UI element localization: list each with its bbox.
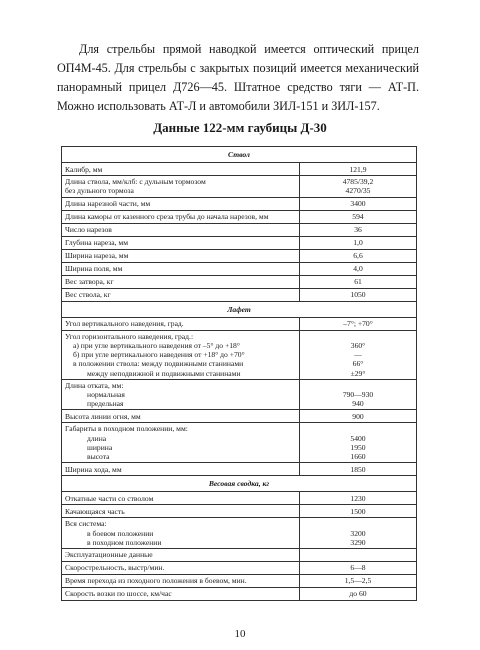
system-va: 3200 [350, 528, 366, 538]
row-value: 1500 [300, 505, 417, 518]
row-value: 1,5—2,5 [300, 575, 417, 588]
table-row [62, 423, 417, 463]
section-carriage: Лафет [62, 301, 417, 317]
row-label [62, 423, 300, 463]
dims-va: 5400 [350, 433, 366, 443]
row-value: 1,0 [300, 236, 417, 249]
table-row [62, 575, 417, 588]
system-a: в боевом положении [87, 528, 154, 538]
traverse-c: в положении ствола: между подвижными станинами [73, 359, 244, 369]
table-row [62, 223, 417, 236]
row-value: до 60 [300, 588, 417, 601]
section-barrel: Ствол [62, 147, 417, 163]
table-row [62, 197, 417, 210]
system-vb: 3290 [350, 537, 366, 547]
row-label: Качающаяся часть [62, 505, 300, 518]
traverse-d: между неподвижной и подвижными станинами [87, 368, 241, 378]
row-value: 6—8 [300, 562, 417, 575]
row-label: Калибр, мм [62, 163, 300, 176]
row-label: Длина каморы от казенного среза трубы до начала нарезов, мм [62, 210, 300, 223]
row-value [300, 423, 417, 463]
table-row [62, 379, 417, 410]
barrel-len-value-1: 4785/39,2 [342, 177, 374, 187]
system-label: Вся система: [65, 519, 107, 529]
dims-vc: 1660 [350, 452, 366, 462]
page-number: 10 [234, 628, 246, 640]
row-label [62, 379, 300, 410]
intro-text: Для стрельбы прямой наводкой имеется оптический прицел ОП4М-45. Для стрельбы с закрытых позиций имеется механический панорамный прицел Д726—45. Штатное средство тяги — АТ-П. Можно использовать АТ-Л и автомобили ЗИЛ-151 и ЗИЛ-157. [57, 42, 419, 113]
row-label: Ширина хода, мм [62, 463, 300, 476]
row-label: Вес ствола, кг [62, 288, 300, 301]
row-value: 61 [300, 275, 417, 288]
table-title: Данные 122-мм гаубицы Д-30 [153, 120, 327, 135]
dims-b: ширина [87, 442, 113, 452]
row-label: Время перехода из походного положения в боевом, мин. [62, 575, 300, 588]
row-value: 1850 [300, 463, 417, 476]
system-b: в походном положении [87, 537, 162, 547]
dims-c: высота [87, 452, 110, 462]
row-value: 36 [300, 223, 417, 236]
row-label: Угол вертикального наведения, град. [62, 317, 300, 330]
table-row [62, 518, 417, 549]
row-label: Ширина поля, мм [62, 262, 300, 275]
row-value [300, 176, 417, 197]
row-value [300, 549, 417, 562]
table-row [62, 562, 417, 575]
intro-paragraph [57, 40, 419, 116]
row-value: –7°; +70° [300, 317, 417, 330]
row-value: 121,9 [300, 163, 417, 176]
table-row [62, 262, 417, 275]
traverse-vc: 66° [352, 359, 364, 369]
table-row [62, 236, 417, 249]
row-value: 4,0 [300, 262, 417, 275]
traverse-a: а) при угле вертикального наведения от –5° до +18° [73, 341, 240, 351]
recoil-va: 790—930 [342, 390, 374, 400]
row-label [62, 176, 300, 197]
row-label: Эксплуатационные данные [62, 549, 300, 562]
recoil-label: Длина отката, мм: [65, 380, 124, 390]
table-row [62, 275, 417, 288]
row-label: Скорость возки по шоссе, км/час [62, 588, 300, 601]
row-value: 6,6 [300, 249, 417, 262]
table-row [62, 163, 417, 176]
row-value [300, 379, 417, 410]
row-value [300, 518, 417, 549]
row-label: Ширина нареза, мм [62, 249, 300, 262]
row-label [62, 330, 300, 379]
table-row [62, 317, 417, 330]
table-row [62, 249, 417, 262]
table-row [62, 549, 417, 562]
row-label [62, 518, 300, 549]
table-row [62, 410, 417, 423]
dims-vb: 1950 [350, 442, 366, 452]
barrel-len-label-2: без дульного тормоза [65, 186, 134, 196]
recoil-vb: 940 [352, 399, 364, 409]
barrel-len-value-2: 4270/35 [345, 186, 371, 196]
row-value: 1050 [300, 288, 417, 301]
table-row [62, 492, 417, 505]
recoil-b: предельная [87, 399, 124, 409]
table-row [62, 176, 417, 197]
row-label: Длина нарезной части, мм [62, 197, 300, 210]
traverse-vd: ±29° [350, 368, 366, 378]
row-label: Высота линии огня, мм [62, 410, 300, 423]
row-value: 3400 [300, 197, 417, 210]
row-label: Вес затвора, кг [62, 275, 300, 288]
traverse-label: Угол горизонтального наведения, град.: [65, 331, 194, 341]
recoil-a: нормальная [87, 390, 125, 400]
row-value: 594 [300, 210, 417, 223]
table-row [62, 210, 417, 223]
table-row [62, 288, 417, 301]
traverse-b: б) при угле вертикального наведения от +18° до +70° [73, 350, 245, 360]
specs-table [61, 146, 417, 601]
dims-label: Габариты в походном положении, мм: [65, 424, 188, 434]
row-value: 1230 [300, 492, 417, 505]
barrel-len-label-1: Длина ствола, мм/клб: с дульным тормозом [65, 177, 206, 187]
row-label: Скорострельность, выстр/мин. [62, 562, 300, 575]
row-label: Глубина нареза, мм [62, 236, 300, 249]
section-weight: Весовая сводка, кг [62, 476, 417, 492]
dims-a: длина [87, 433, 107, 443]
traverse-va: 360° [350, 341, 366, 351]
table-row [62, 505, 417, 518]
table-row [62, 588, 417, 601]
row-label: Число нарезов [62, 223, 300, 236]
row-label: Откатные части со стволом [62, 492, 300, 505]
traverse-vb: — [354, 350, 362, 360]
table-row [62, 330, 417, 379]
table-row [62, 463, 417, 476]
row-value [300, 330, 417, 379]
row-value: 900 [300, 410, 417, 423]
